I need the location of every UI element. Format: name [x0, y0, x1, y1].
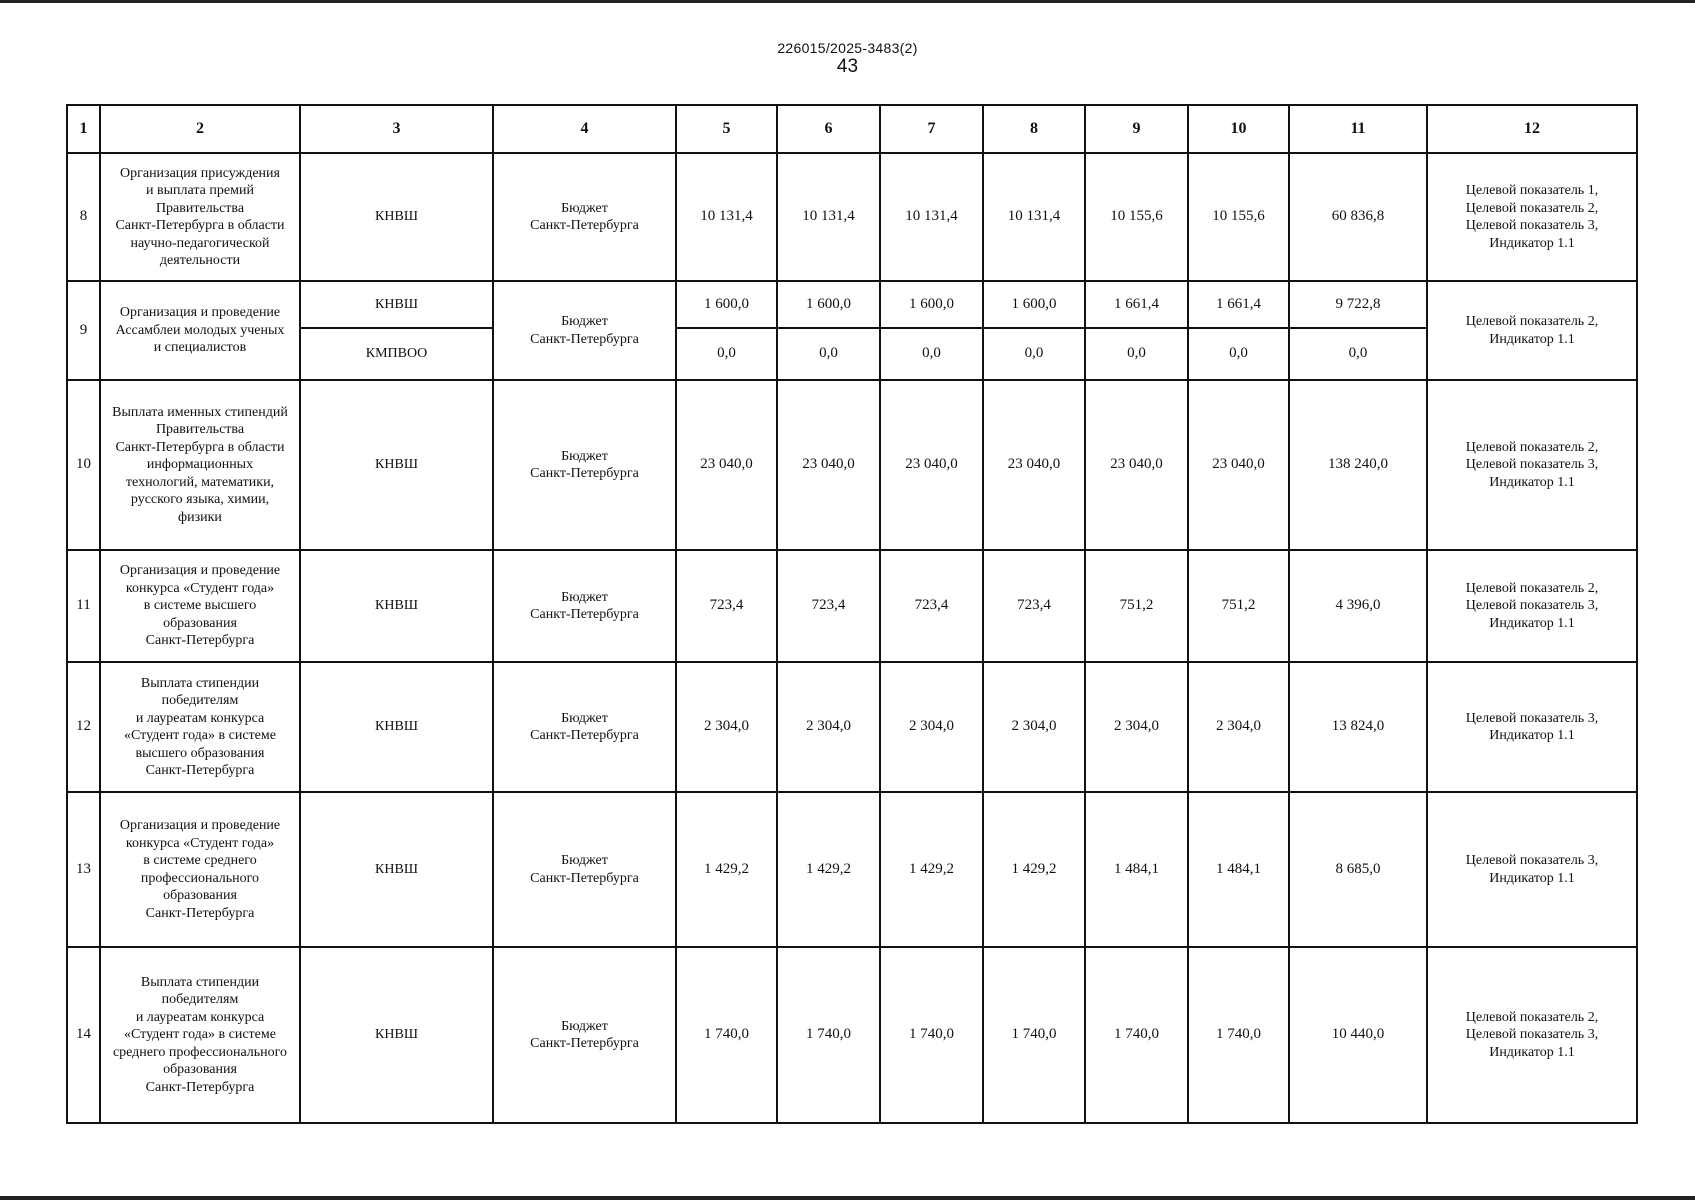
total-cell: 13 824,0	[1289, 662, 1427, 792]
total-cell: 138 240,0	[1289, 380, 1427, 550]
event-name: Выплата именных стипендий Правительства Санкт-Петербурга в области информационных технологий, математики, русского языка, химии, физики	[100, 380, 300, 550]
row-number: 13	[67, 792, 100, 947]
value-cell: 723,4	[777, 550, 880, 662]
value-cell: 1 740,0	[880, 947, 983, 1123]
funding-source: Бюджет Санкт-Петербурга	[493, 662, 676, 792]
value-cell: 23 040,0	[676, 380, 777, 550]
value-cell: 23 040,0	[777, 380, 880, 550]
value-cell: 1 661,4	[1188, 281, 1289, 328]
indicators: Целевой показатель 2, Индикатор 1.1	[1427, 281, 1637, 380]
row-number: 12	[67, 662, 100, 792]
funding-source: Бюджет Санкт-Петербурга	[493, 380, 676, 550]
value-cell: 1 600,0	[880, 281, 983, 328]
executor: КНВШ	[300, 281, 493, 328]
event-name: Организация и проведение Ассамблеи молодых ученых и специалистов	[100, 281, 300, 380]
row-number: 11	[67, 550, 100, 662]
funding-source: Бюджет Санкт-Петербурга	[493, 550, 676, 662]
table-row	[67, 281, 1637, 328]
table-row	[67, 328, 1637, 380]
value-cell: 10 131,4	[676, 153, 777, 281]
value-cell: 2 304,0	[1188, 662, 1289, 792]
table-row	[67, 947, 1637, 1123]
page-number: 43	[836, 56, 859, 77]
table-row	[67, 792, 1637, 947]
value-cell: 723,4	[676, 550, 777, 662]
value-cell: 23 040,0	[1188, 380, 1289, 550]
value-cell: 723,4	[983, 550, 1085, 662]
value-cell: 0,0	[777, 328, 880, 380]
value-cell: 1 600,0	[676, 281, 777, 328]
value-cell: 23 040,0	[1085, 380, 1188, 550]
funding-source: Бюджет Санкт-Петербурга	[493, 792, 676, 947]
indicators: Целевой показатель 2, Целевой показатель 3, Индикатор 1.1	[1427, 550, 1637, 662]
value-cell: 1 429,2	[880, 792, 983, 947]
event-name: Выплата стипендии победителям и лауреатам конкурса «Студент года» в системе высшего образования Санкт-Петербурга	[100, 662, 300, 792]
funding-source: Бюджет Санкт-Петербурга	[493, 281, 676, 380]
value-cell: 23 040,0	[880, 380, 983, 550]
total-cell: 0,0	[1289, 328, 1427, 380]
value-cell: 10 155,6	[1085, 153, 1188, 281]
event-name: Выплата стипендии победителям и лауреатам конкурса «Студент года» в системе среднего профессионального образования Санкт-Петербурга	[100, 947, 300, 1123]
total-cell: 10 440,0	[1289, 947, 1427, 1123]
value-cell: 0,0	[880, 328, 983, 380]
value-cell: 2 304,0	[983, 662, 1085, 792]
executor: КНВШ	[300, 947, 493, 1123]
program-table-container	[66, 104, 1636, 1124]
value-cell: 0,0	[1085, 328, 1188, 380]
value-cell: 10 155,6	[1188, 153, 1289, 281]
column-header: 2	[100, 105, 300, 153]
value-cell: 1 600,0	[983, 281, 1085, 328]
value-cell: 1 740,0	[676, 947, 777, 1123]
column-header: 6	[777, 105, 880, 153]
table-header-row	[67, 105, 1637, 153]
value-cell: 23 040,0	[983, 380, 1085, 550]
indicators: Целевой показатель 3, Индикатор 1.1	[1427, 662, 1637, 792]
row-number: 9	[67, 281, 100, 380]
table-row	[67, 380, 1637, 550]
executor: КНВШ	[300, 550, 493, 662]
value-cell: 1 484,1	[1085, 792, 1188, 947]
total-cell: 8 685,0	[1289, 792, 1427, 947]
indicators: Целевой показатель 1, Целевой показатель 2, Целевой показатель 3, Индикатор 1.1	[1427, 153, 1637, 281]
column-header: 1	[67, 105, 100, 153]
indicators: Целевой показатель 3, Индикатор 1.1	[1427, 792, 1637, 947]
column-header: 8	[983, 105, 1085, 153]
column-header: 5	[676, 105, 777, 153]
scan-bottom-edge	[0, 1196, 1695, 1200]
total-cell: 9 722,8	[1289, 281, 1427, 328]
value-cell: 1 740,0	[1188, 947, 1289, 1123]
value-cell: 751,2	[1085, 550, 1188, 662]
value-cell: 1 740,0	[777, 947, 880, 1123]
column-header: 3	[300, 105, 493, 153]
value-cell: 2 304,0	[777, 662, 880, 792]
value-cell: 1 600,0	[777, 281, 880, 328]
value-cell: 10 131,4	[880, 153, 983, 281]
value-cell: 2 304,0	[1085, 662, 1188, 792]
value-cell: 1 484,1	[1188, 792, 1289, 947]
value-cell: 1 429,2	[777, 792, 880, 947]
column-header: 10	[1188, 105, 1289, 153]
value-cell: 0,0	[676, 328, 777, 380]
column-header: 11	[1289, 105, 1427, 153]
funding-source: Бюджет Санкт-Петербурга	[493, 947, 676, 1123]
value-cell: 0,0	[1188, 328, 1289, 380]
executor: КМПВОО	[300, 328, 493, 380]
row-number: 10	[67, 380, 100, 550]
event-name: Организация присуждения и выплата премий Правительства Санкт-Петербурга в области научно-педагогической деятельности	[100, 153, 300, 281]
total-cell: 4 396,0	[1289, 550, 1427, 662]
value-cell: 1 740,0	[1085, 947, 1188, 1123]
indicators: Целевой показатель 2, Целевой показатель 3, Индикатор 1.1	[1427, 380, 1637, 550]
executor: КНВШ	[300, 792, 493, 947]
row-number: 14	[67, 947, 100, 1123]
value-cell: 0,0	[983, 328, 1085, 380]
value-cell: 1 429,2	[676, 792, 777, 947]
value-cell: 10 131,4	[983, 153, 1085, 281]
table-row	[67, 550, 1637, 662]
value-cell: 2 304,0	[880, 662, 983, 792]
column-header: 12	[1427, 105, 1637, 153]
row-number: 8	[67, 153, 100, 281]
document-number: 226015/2025-3483(2)	[777, 40, 918, 56]
table-row	[67, 662, 1637, 792]
table-row	[67, 153, 1637, 281]
value-cell: 1 740,0	[983, 947, 1085, 1123]
scan-top-edge	[0, 0, 1695, 3]
indicators: Целевой показатель 2, Целевой показатель 3, Индикатор 1.1	[1427, 947, 1637, 1123]
executor: КНВШ	[300, 380, 493, 550]
executor: КНВШ	[300, 662, 493, 792]
value-cell: 751,2	[1188, 550, 1289, 662]
value-cell: 1 661,4	[1085, 281, 1188, 328]
event-name: Организация и проведение конкурса «Студент года» в системе среднего профессионального образования Санкт-Петербурга	[100, 792, 300, 947]
executor: КНВШ	[300, 153, 493, 281]
event-name: Организация и проведение конкурса «Студент года» в системе высшего образования Санкт-Петербурга	[100, 550, 300, 662]
program-table	[66, 104, 1638, 1124]
funding-source: Бюджет Санкт-Петербурга	[493, 153, 676, 281]
total-cell: 60 836,8	[1289, 153, 1427, 281]
column-header: 4	[493, 105, 676, 153]
column-header: 9	[1085, 105, 1188, 153]
value-cell: 10 131,4	[777, 153, 880, 281]
column-header: 7	[880, 105, 983, 153]
value-cell: 1 429,2	[983, 792, 1085, 947]
value-cell: 2 304,0	[676, 662, 777, 792]
value-cell: 723,4	[880, 550, 983, 662]
